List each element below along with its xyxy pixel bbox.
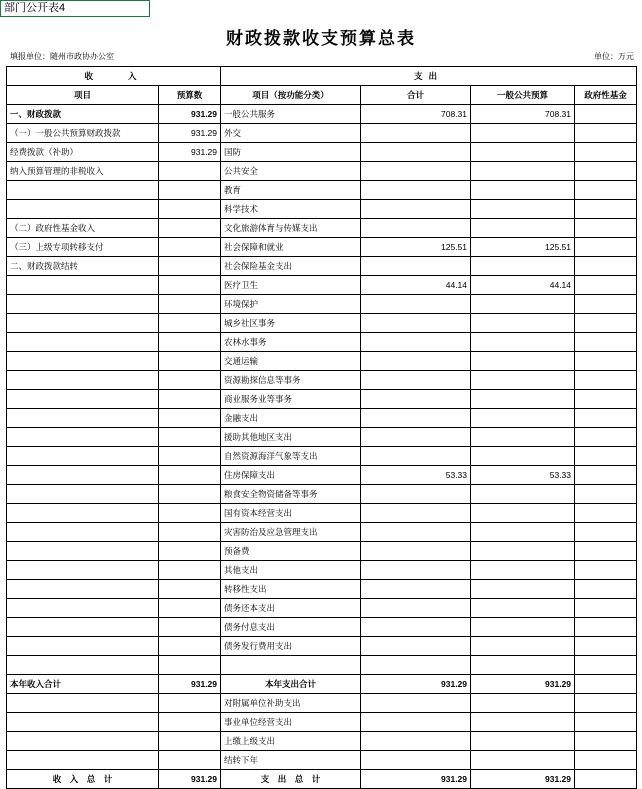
- table-row: [7, 428, 637, 447]
- expend-fund-cell: [575, 257, 637, 276]
- table-row: [7, 409, 637, 428]
- expend-item-cell: 上缴上级支出: [221, 732, 361, 751]
- table-total-row: [7, 770, 637, 789]
- income-value-cell: [159, 371, 221, 390]
- expend-item-cell: 其他支出: [221, 561, 361, 580]
- table-row: [7, 523, 637, 542]
- expend-fund-cell: [575, 618, 637, 637]
- income-value-cell: [159, 333, 221, 352]
- expend-general-cell: [471, 409, 575, 428]
- income-item-cell: 本年收入合计: [7, 675, 159, 694]
- income-value-cell: [159, 314, 221, 333]
- expend-item-cell: 公共安全: [221, 162, 361, 181]
- expend-item-cell: 医疗卫生: [221, 276, 361, 295]
- income-item-cell: （一）一般公共预算财政拨款: [7, 124, 159, 143]
- expend-item-cell: 环境保护: [221, 295, 361, 314]
- income-value-cell: [159, 238, 221, 257]
- expend-general-cell: [471, 656, 575, 675]
- expend-fund-cell: [575, 732, 637, 751]
- expend-total-cell: [361, 713, 471, 732]
- expend-general-cell: [471, 637, 575, 656]
- expend-item-cell: 转移性支出: [221, 580, 361, 599]
- expend-fund-cell: [575, 314, 637, 333]
- income-item-cell: [7, 561, 159, 580]
- table-row: [7, 713, 637, 732]
- income-value-cell: [159, 523, 221, 542]
- income-item-cell: [7, 694, 159, 713]
- expend-total-cell: [361, 751, 471, 770]
- income-item-cell: [7, 371, 159, 390]
- expend-total-cell: [361, 542, 471, 561]
- table-row: [7, 124, 637, 143]
- expend-item-cell: 交通运输: [221, 352, 361, 371]
- income-value-cell: [159, 504, 221, 523]
- expend-item-cell: 城乡社区事务: [221, 314, 361, 333]
- table-row: [7, 751, 637, 770]
- income-item-cell: [7, 333, 159, 352]
- expend-total-cell: [361, 561, 471, 580]
- expend-general-cell: [471, 504, 575, 523]
- table-row: [7, 694, 637, 713]
- expend-fund-cell: [575, 143, 637, 162]
- expend-total-cell: [361, 694, 471, 713]
- expend-fund-cell: [575, 580, 637, 599]
- group-header-income: 收 入: [7, 67, 221, 86]
- income-item-cell: 一、财政拨款: [7, 105, 159, 124]
- expend-total-cell: 931.29: [361, 675, 471, 694]
- expend-fund-cell: [575, 352, 637, 371]
- expend-general-cell: [471, 162, 575, 181]
- expend-total-cell: [361, 428, 471, 447]
- expend-general-cell: [471, 314, 575, 333]
- expend-fund-cell: [575, 276, 637, 295]
- income-item-cell: [7, 276, 159, 295]
- table-row: [7, 105, 637, 124]
- amount-unit-label: 单位：万元: [594, 52, 634, 61]
- table-row: [7, 485, 637, 504]
- income-item-cell: [7, 713, 159, 732]
- income-value-cell: [159, 561, 221, 580]
- income-item-cell: [7, 466, 159, 485]
- expend-fund-cell: [575, 656, 637, 675]
- table-row: [7, 200, 637, 219]
- table-row: [7, 333, 637, 352]
- income-item-cell: [7, 295, 159, 314]
- income-item-cell: [7, 618, 159, 637]
- income-item-cell: [7, 504, 159, 523]
- expend-total-cell: [361, 580, 471, 599]
- table-row: [7, 238, 637, 257]
- income-item-cell: [7, 352, 159, 371]
- expend-total-cell: 708.31: [361, 105, 471, 124]
- expend-total-cell: [361, 504, 471, 523]
- income-value-cell: 931.29: [159, 675, 221, 694]
- col-general-public: 一般公共预算: [471, 86, 575, 105]
- expend-fund-cell: [575, 713, 637, 732]
- expend-total-cell: 53.33: [361, 466, 471, 485]
- expend-total-cell: [361, 143, 471, 162]
- expend-general-cell: [471, 599, 575, 618]
- expend-total-cell: [361, 181, 471, 200]
- expend-general-cell: 53.33: [471, 466, 575, 485]
- expend-total-cell: 44.14: [361, 276, 471, 295]
- total-income-value: 931.29: [159, 770, 221, 789]
- expend-general-cell: [471, 257, 575, 276]
- table-row: [7, 561, 637, 580]
- expend-item-cell: 灾害防治及应急管理支出: [221, 523, 361, 542]
- income-value-cell: [159, 599, 221, 618]
- table-row: [7, 637, 637, 656]
- expend-item-cell: [221, 656, 361, 675]
- income-value-cell: [159, 390, 221, 409]
- expend-fund-cell: [575, 485, 637, 504]
- expend-fund-cell: [575, 238, 637, 257]
- table-row: [7, 314, 637, 333]
- expend-general-cell: 44.14: [471, 276, 575, 295]
- expend-fund-cell: [575, 371, 637, 390]
- expend-fund-cell: [575, 751, 637, 770]
- table-row: [7, 599, 637, 618]
- expend-fund-cell: [575, 181, 637, 200]
- expend-fund-cell: [575, 523, 637, 542]
- table-row: [7, 276, 637, 295]
- expend-fund-cell: [575, 694, 637, 713]
- income-value-cell: [159, 276, 221, 295]
- table-row: [7, 656, 637, 675]
- expend-general-cell: [471, 295, 575, 314]
- table-row: [7, 257, 637, 276]
- income-value-cell: [159, 428, 221, 447]
- expend-fund-cell: [575, 124, 637, 143]
- expend-item-cell: 一般公共服务: [221, 105, 361, 124]
- expend-item-cell: 住房保障支出: [221, 466, 361, 485]
- expend-total-cell: [361, 295, 471, 314]
- expend-total-cell: [361, 219, 471, 238]
- income-value-cell: [159, 409, 221, 428]
- expend-total-cell: [361, 124, 471, 143]
- expend-total-cell: [361, 523, 471, 542]
- expend-general-cell: 708.31: [471, 105, 575, 124]
- income-value-cell: [159, 732, 221, 751]
- col-total: 合计: [361, 86, 471, 105]
- expend-general-cell: 125.51: [471, 238, 575, 257]
- table-row: [7, 447, 637, 466]
- expend-item-cell: 债务付息支出: [221, 618, 361, 637]
- income-item-cell: [7, 599, 159, 618]
- income-item-cell: [7, 200, 159, 219]
- expend-general-cell: [471, 713, 575, 732]
- table-row: [7, 295, 637, 314]
- table-row: [7, 466, 637, 485]
- income-value-cell: [159, 219, 221, 238]
- group-header-expenditure: 支出: [221, 67, 637, 86]
- income-value-cell: [159, 713, 221, 732]
- expend-total-cell: [361, 485, 471, 504]
- expend-total-cell: [361, 200, 471, 219]
- expend-item-cell: 外交: [221, 124, 361, 143]
- table-row: [7, 675, 637, 694]
- income-value-cell: [159, 200, 221, 219]
- expend-fund-cell: [575, 105, 637, 124]
- expend-item-cell: 社会保障和就业: [221, 238, 361, 257]
- table-row: [7, 162, 637, 181]
- expend-fund-cell: [575, 561, 637, 580]
- expend-general-cell: [471, 561, 575, 580]
- expend-total-cell: [361, 314, 471, 333]
- income-item-cell: [7, 542, 159, 561]
- income-item-cell: （二）政府性基金收入: [7, 219, 159, 238]
- expend-item-cell: 资源勘探信息等事务: [221, 371, 361, 390]
- subheader-line: [0, 51, 642, 63]
- col-income-budget: 预算数: [159, 86, 221, 105]
- expend-general-cell: [471, 428, 575, 447]
- income-value-cell: [159, 542, 221, 561]
- expend-fund-cell: [575, 542, 637, 561]
- expend-general-cell: [471, 390, 575, 409]
- expend-item-cell: 预备费: [221, 542, 361, 561]
- income-value-cell: [159, 447, 221, 466]
- income-value-cell: [159, 637, 221, 656]
- expend-item-cell: 教育: [221, 181, 361, 200]
- expend-total-cell: [361, 371, 471, 390]
- expend-fund-cell: [575, 637, 637, 656]
- table-row: [7, 618, 637, 637]
- expend-total-cell: [361, 257, 471, 276]
- table-row: [7, 732, 637, 751]
- income-item-cell: [7, 409, 159, 428]
- expend-total-cell: [361, 390, 471, 409]
- expend-fund-cell: [575, 390, 637, 409]
- income-item-cell: [7, 637, 159, 656]
- budget-table: [6, 66, 637, 789]
- income-item-cell: 经费拨款（补助）: [7, 143, 159, 162]
- income-value-cell: [159, 257, 221, 276]
- income-value-cell: [159, 181, 221, 200]
- income-item-cell: [7, 447, 159, 466]
- table-row: [7, 542, 637, 561]
- income-value-cell: [159, 162, 221, 181]
- expend-general-cell: [471, 219, 575, 238]
- expend-general-cell: [471, 694, 575, 713]
- income-item-cell: 二、财政拨款结转: [7, 257, 159, 276]
- income-value-cell: 931.29: [159, 105, 221, 124]
- expend-total-cell: [361, 618, 471, 637]
- income-value-cell: [159, 485, 221, 504]
- income-value-cell: 931.29: [159, 143, 221, 162]
- income-value-cell: 931.29: [159, 124, 221, 143]
- expend-general-cell: [471, 523, 575, 542]
- col-expend-item: 项目（按功能分类）: [221, 86, 361, 105]
- page-title: 财政拨款收支预算总表: [226, 29, 416, 48]
- fill-unit-label: 填报单位：随州市政协办公室: [10, 52, 114, 61]
- expend-item-cell: 对附属单位补助支出: [221, 694, 361, 713]
- total-expend-fund: [575, 770, 637, 789]
- expend-total-cell: 125.51: [361, 238, 471, 257]
- col-gov-fund: 政府性基金: [575, 86, 637, 105]
- expend-item-cell: 国防: [221, 143, 361, 162]
- col-income-item: 项目: [7, 86, 159, 105]
- expend-item-cell: 商业服务业等事务: [221, 390, 361, 409]
- expend-total-cell: [361, 637, 471, 656]
- expend-total-cell: [361, 599, 471, 618]
- income-item-cell: [7, 523, 159, 542]
- table-row: [7, 352, 637, 371]
- expend-total-cell: [361, 447, 471, 466]
- expend-item-cell: 文化旅游体育与传媒支出: [221, 219, 361, 238]
- expend-fund-cell: [575, 409, 637, 428]
- income-value-cell: [159, 751, 221, 770]
- income-value-cell: [159, 618, 221, 637]
- table-row: [7, 580, 637, 599]
- table-row: [7, 181, 637, 200]
- expend-general-cell: [471, 542, 575, 561]
- expend-general-cell: 931.29: [471, 675, 575, 694]
- income-item-cell: [7, 751, 159, 770]
- income-value-cell: [159, 656, 221, 675]
- expend-total-cell: [361, 333, 471, 352]
- income-value-cell: [159, 694, 221, 713]
- expend-total-cell: [361, 162, 471, 181]
- expend-general-cell: [471, 751, 575, 770]
- expend-fund-cell: [575, 295, 637, 314]
- expend-item-cell: 本年支出合计: [221, 675, 361, 694]
- expend-general-cell: [471, 580, 575, 599]
- expend-item-cell: 援助其他地区支出: [221, 428, 361, 447]
- expend-item-cell: 国有资本经营支出: [221, 504, 361, 523]
- expend-total-cell: [361, 732, 471, 751]
- expend-general-cell: [471, 333, 575, 352]
- expend-item-cell: 社会保险基金支出: [221, 257, 361, 276]
- expend-fund-cell: [575, 162, 637, 181]
- total-expend-total: 931.29: [361, 770, 471, 789]
- expend-fund-cell: [575, 599, 637, 618]
- expend-fund-cell: [575, 200, 637, 219]
- expend-fund-cell: [575, 447, 637, 466]
- expend-general-cell: [471, 371, 575, 390]
- income-item-cell: [7, 428, 159, 447]
- income-item-cell: [7, 181, 159, 200]
- expend-item-cell: 金融支出: [221, 409, 361, 428]
- table-column-header-row: [7, 86, 637, 105]
- expend-fund-cell: [575, 675, 637, 694]
- income-item-cell: [7, 656, 159, 675]
- income-value-cell: [159, 295, 221, 314]
- total-expend-label: 支 出 总 计: [221, 770, 361, 789]
- expend-item-cell: 债务发行费用支出: [221, 637, 361, 656]
- expend-general-cell: [471, 200, 575, 219]
- expend-total-cell: [361, 656, 471, 675]
- expend-general-cell: [471, 181, 575, 200]
- expend-general-cell: [471, 485, 575, 504]
- expend-total-cell: [361, 352, 471, 371]
- expend-general-cell: [471, 124, 575, 143]
- expend-general-cell: [471, 143, 575, 162]
- expend-item-cell: 农林水事务: [221, 333, 361, 352]
- expend-fund-cell: [575, 466, 637, 485]
- document-tab-label: 部门公开表4: [0, 0, 150, 17]
- income-item-cell: [7, 390, 159, 409]
- expend-fund-cell: [575, 219, 637, 238]
- table-row: [7, 219, 637, 238]
- table-row: [7, 390, 637, 409]
- total-income-label: 收 入 总 计: [7, 770, 159, 789]
- table-row: [7, 371, 637, 390]
- expend-general-cell: [471, 732, 575, 751]
- expend-item-cell: 结转下年: [221, 751, 361, 770]
- income-item-cell: [7, 580, 159, 599]
- table-row: [7, 143, 637, 162]
- income-value-cell: [159, 580, 221, 599]
- income-item-cell: [7, 314, 159, 333]
- expend-general-cell: [471, 352, 575, 371]
- expend-item-cell: 自然资源海洋气象等支出: [221, 447, 361, 466]
- expend-item-cell: 事业单位经营支出: [221, 713, 361, 732]
- table-row: [7, 504, 637, 523]
- table-group-header-row: [7, 67, 637, 86]
- expend-general-cell: [471, 618, 575, 637]
- expend-item-cell: 债务还本支出: [221, 599, 361, 618]
- expend-total-cell: [361, 409, 471, 428]
- income-value-cell: [159, 352, 221, 371]
- expend-item-cell: 科学技术: [221, 200, 361, 219]
- income-item-cell: [7, 732, 159, 751]
- expend-item-cell: 粮食安全物资储备等事务: [221, 485, 361, 504]
- income-value-cell: [159, 466, 221, 485]
- total-expend-general: 931.29: [471, 770, 575, 789]
- income-item-cell: 纳入预算管理的非税收入: [7, 162, 159, 181]
- income-item-cell: [7, 485, 159, 504]
- expend-fund-cell: [575, 428, 637, 447]
- expend-general-cell: [471, 447, 575, 466]
- income-item-cell: （三）上级专项转移支付: [7, 238, 159, 257]
- expend-fund-cell: [575, 333, 637, 352]
- expend-fund-cell: [575, 504, 637, 523]
